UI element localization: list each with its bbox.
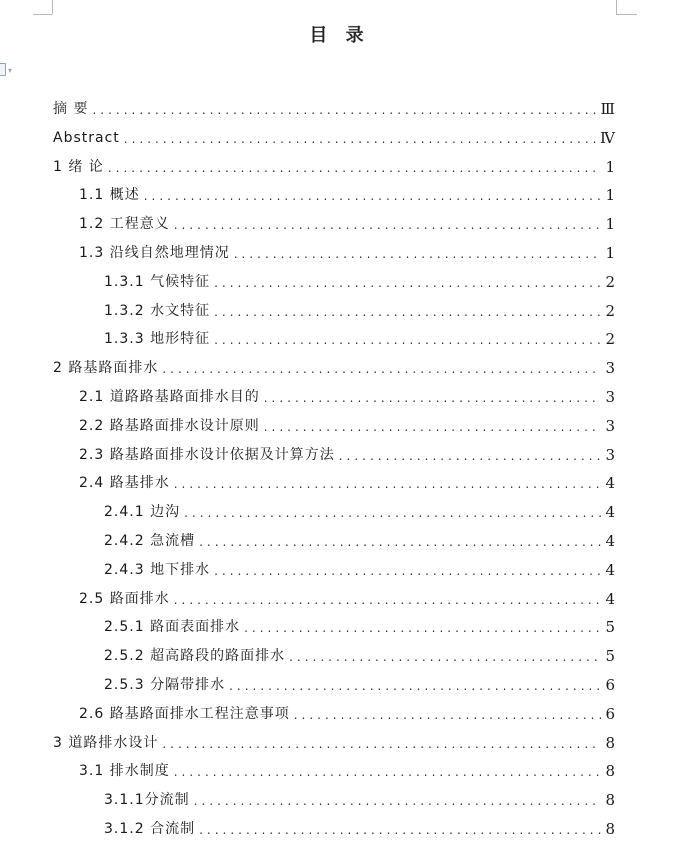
toc-entry[interactable] <box>104 816 615 838</box>
dot-leader <box>144 186 601 204</box>
toc-entry[interactable] <box>79 211 615 233</box>
toc-entry-label: 2.5.2 超高路段的路面排水 <box>104 648 286 664</box>
toc-entry-label: 2.3 路基路面排水设计依据及计算方法 <box>79 447 335 463</box>
crop-mark-top-left <box>52 0 53 14</box>
toc-entry[interactable] <box>104 528 615 550</box>
toc-entry[interactable] <box>53 730 615 752</box>
toc-entry-label: 2.4 路基排水 <box>79 475 170 491</box>
toc-entry[interactable] <box>104 557 615 579</box>
toc-page-number: 2 <box>605 302 615 320</box>
dot-leader <box>214 273 601 291</box>
toc-page-number: 6 <box>605 705 615 723</box>
toc-entry-label: 1.2 工程意义 <box>79 216 170 232</box>
toc-entry[interactable] <box>79 384 615 406</box>
toc-page-number: 8 <box>605 820 615 838</box>
toc-entry-label: 1 绪 论 <box>53 159 104 175</box>
toc-page-number: 4 <box>605 590 615 608</box>
crop-mark-top-right <box>616 14 637 15</box>
dot-leader <box>162 359 601 377</box>
toc-entry[interactable] <box>79 586 615 608</box>
toc-entry-label: 1.3 沿线自然地理情况 <box>79 245 230 261</box>
toc-page-number: 4 <box>605 503 615 521</box>
dot-leader <box>199 820 601 838</box>
toc-page-number: 2 <box>605 330 615 348</box>
toc-entry-label: 2.4.3 地下排水 <box>104 562 211 578</box>
dot-leader <box>174 215 601 233</box>
toc-entry-label: 2.2 路基路面排水设计原则 <box>79 418 260 434</box>
toc-page-number: 8 <box>605 791 615 809</box>
toc-entry-label: 2.5 路面排水 <box>79 591 170 607</box>
dot-leader <box>162 734 601 752</box>
dot-leader <box>234 244 601 262</box>
toc-page-number: 8 <box>605 734 615 752</box>
toc-entry[interactable] <box>53 125 615 147</box>
toc-entry-label: 2.4.2 急流槽 <box>104 533 196 549</box>
dot-leader <box>289 647 601 665</box>
toc-entry[interactable] <box>53 355 615 377</box>
toc-entry-label: 1.3.2 水文特征 <box>104 303 211 319</box>
dot-leader <box>108 158 601 176</box>
toc-entry-label: 1.1 概述 <box>79 187 140 203</box>
toc-page-number: 2 <box>605 273 615 291</box>
toc-entry-label: 3 道路排水设计 <box>53 735 159 751</box>
toc-page-number: Ⅲ <box>600 100 615 118</box>
chevron-down-icon: ▾ <box>8 66 13 75</box>
toc-entry-label: 摘 要 <box>53 101 89 117</box>
toc-page-number: 3 <box>605 417 615 435</box>
toc-entry[interactable] <box>104 298 615 320</box>
toc-page-number: 5 <box>605 647 615 665</box>
document-icon <box>0 63 6 76</box>
toc-entry[interactable] <box>104 672 615 694</box>
toc-page-number: Ⅳ <box>600 129 615 147</box>
toc-page-number: 6 <box>605 676 615 694</box>
dot-leader <box>174 762 601 780</box>
dot-leader <box>194 791 601 809</box>
toc-page-number: 1 <box>605 186 615 204</box>
toc-page-number: 5 <box>605 618 615 636</box>
dot-leader <box>294 705 601 723</box>
toc-entry[interactable] <box>79 701 615 723</box>
toc-entry[interactable] <box>79 758 615 780</box>
dot-leader <box>174 474 601 492</box>
dot-leader <box>214 302 601 320</box>
toc-entry[interactable] <box>79 240 615 262</box>
toc-entry-label: 3.1 排水制度 <box>79 763 170 779</box>
toc-entry[interactable] <box>79 442 615 464</box>
toc-entry-label: 2.5.1 路面表面排水 <box>104 619 241 635</box>
toc-entry[interactable] <box>79 413 615 435</box>
toc-entry[interactable] <box>104 787 615 809</box>
toc-entry[interactable] <box>104 499 615 521</box>
dot-leader <box>244 618 601 636</box>
toc-page-number: 1 <box>605 244 615 262</box>
document-outline-icon[interactable] <box>0 62 22 78</box>
toc-page-number: 4 <box>605 532 615 550</box>
toc-entry-label: 1.3.3 地形特征 <box>104 331 211 347</box>
toc-entry[interactable] <box>53 154 615 176</box>
toc-page-number: 1 <box>605 215 615 233</box>
toc-entry[interactable] <box>79 470 615 492</box>
dot-leader <box>124 129 596 147</box>
dot-leader <box>184 503 601 521</box>
toc-entry-label: 1.3.1 气候特征 <box>104 274 211 290</box>
toc-entry[interactable] <box>53 96 615 118</box>
toc-page-number: 4 <box>605 474 615 492</box>
crop-mark-top-right <box>616 0 617 14</box>
toc-page-number: 3 <box>605 388 615 406</box>
dot-leader <box>264 417 601 435</box>
toc-entry[interactable] <box>79 182 615 204</box>
toc-entry[interactable] <box>104 269 615 291</box>
toc-entry[interactable] <box>104 643 615 665</box>
toc-page-number: 8 <box>605 762 615 780</box>
dot-leader <box>264 388 601 406</box>
toc-page-number: 3 <box>605 446 615 464</box>
toc-entry-label: 3.1.1分流制 <box>104 792 190 808</box>
toc-entry-label: 2.5.3 分隔带排水 <box>104 677 226 693</box>
toc-entry-label: 2.1 道路路基路面排水目的 <box>79 389 260 405</box>
toc-page-number: 3 <box>605 359 615 377</box>
toc-entry-label: Abstract <box>53 130 120 146</box>
dot-leader <box>229 676 601 694</box>
toc-entry-label: 3.1.2 合流制 <box>104 821 196 837</box>
page-title: 目 录 <box>309 25 370 46</box>
toc-entry[interactable] <box>104 614 615 636</box>
dot-leader <box>214 330 601 348</box>
dot-leader <box>214 561 601 579</box>
dot-leader <box>199 532 601 550</box>
dot-leader <box>174 590 601 608</box>
toc-entry-label: 2.6 路基路面排水工程注意事项 <box>79 706 290 722</box>
toc-entry[interactable] <box>104 326 615 348</box>
dot-leader <box>92 100 596 118</box>
toc-page-number: 4 <box>605 561 615 579</box>
toc-page-number: 1 <box>605 158 615 176</box>
toc-entry-label: 2 路基路面排水 <box>53 360 159 376</box>
dot-leader <box>339 446 601 464</box>
toc-entry-label: 2.4.1 边沟 <box>104 504 181 520</box>
crop-mark-top-left <box>33 14 52 15</box>
